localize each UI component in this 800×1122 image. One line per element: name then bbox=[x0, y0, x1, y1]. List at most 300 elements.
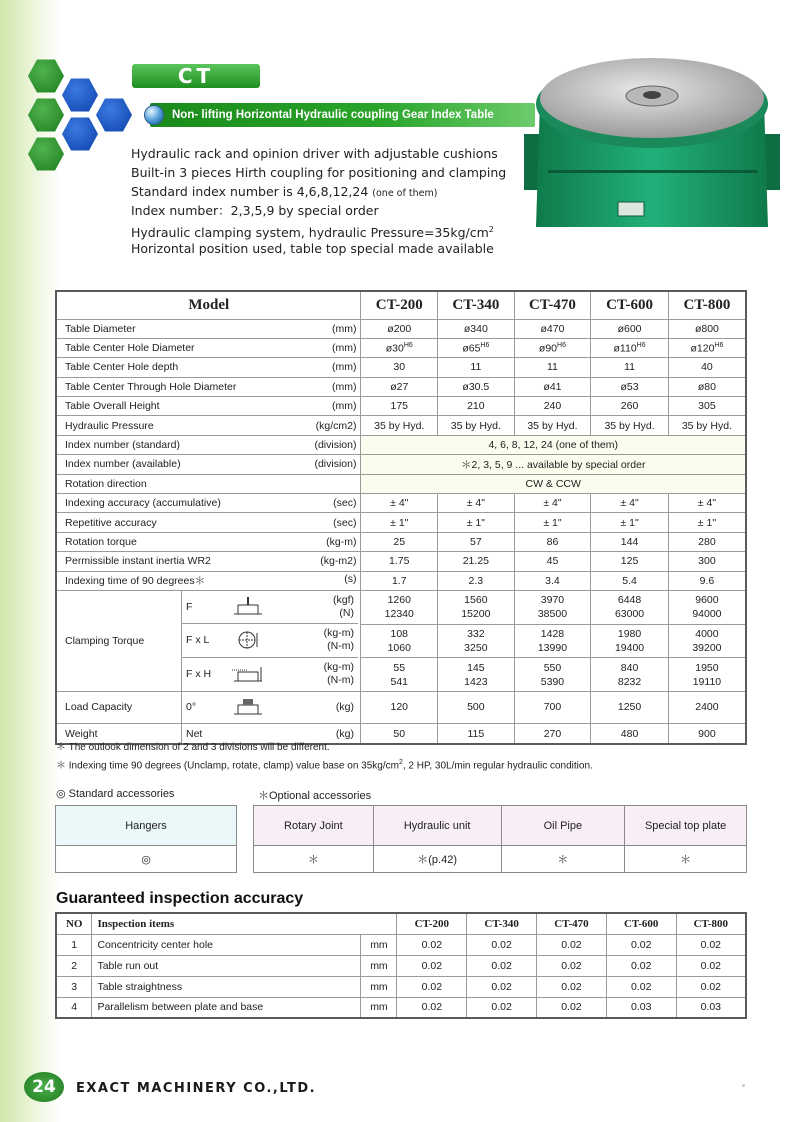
spec-value-text: 11 bbox=[470, 361, 482, 374]
clamping-value-bottom: 39200 bbox=[692, 641, 722, 654]
clamping-sub bbox=[182, 591, 358, 624]
clamping-value bbox=[591, 590, 669, 624]
spec-value bbox=[438, 338, 515, 357]
spec-value bbox=[514, 397, 591, 416]
spec-value bbox=[438, 397, 515, 416]
spec-value-text: ± 4" bbox=[390, 497, 409, 510]
spec-value bbox=[361, 338, 438, 357]
spec-value-text: ø90 bbox=[538, 342, 558, 355]
spec-label-wrap bbox=[65, 555, 356, 567]
inspection-title: Guaranteed inspection accuracy bbox=[56, 890, 304, 907]
spec-value-text: 3.4 bbox=[545, 574, 560, 587]
accessory-name: Hangers bbox=[56, 806, 237, 846]
spec-row bbox=[56, 416, 746, 435]
spec-label: Repetitive accuracy bbox=[65, 516, 157, 529]
load-grid bbox=[57, 692, 360, 723]
note-text: ＊ Indexing time 90 degrees (Unclamp, rotate, clamp) value base on 35kg/cm bbox=[56, 760, 399, 772]
load-row bbox=[56, 691, 746, 723]
clamping-units bbox=[324, 661, 354, 687]
clamping-value bbox=[668, 658, 746, 692]
inspection-value: 0.02 bbox=[676, 934, 746, 955]
spec-value-text: 305 bbox=[698, 400, 716, 413]
spec-value-text: ± 4" bbox=[466, 497, 485, 510]
spec-label-cell bbox=[56, 532, 361, 551]
note bbox=[56, 755, 593, 770]
spec-label-cell bbox=[56, 338, 361, 357]
spec-value bbox=[591, 338, 669, 357]
spec-value-text: ø340 bbox=[463, 322, 488, 335]
spec-sup: H6 bbox=[403, 341, 413, 349]
spec-value bbox=[438, 319, 515, 338]
feature-item: Built-in 3 pieces Hirth coupling for positioning and clamping bbox=[131, 165, 507, 180]
spec-unit: (sec) bbox=[333, 497, 357, 510]
inspection-value: 0.02 bbox=[397, 976, 467, 997]
spec-body bbox=[56, 319, 746, 744]
spec-label-wrap bbox=[65, 381, 356, 393]
spec-value-text: ± 4" bbox=[543, 497, 562, 510]
spec-sup: H6 bbox=[714, 341, 724, 349]
page-number: 24 bbox=[24, 1072, 64, 1102]
spec-label-wrap bbox=[65, 458, 356, 470]
clamping-value-bottom: 63000 bbox=[614, 608, 645, 621]
spec-value bbox=[514, 338, 591, 357]
feature-note: (one of them) bbox=[372, 188, 438, 199]
spec-label: Permissible instant inertia WR2 bbox=[65, 555, 211, 568]
spec-label-wrap bbox=[65, 573, 356, 588]
inspection-value: 0.02 bbox=[467, 934, 537, 955]
feature-text: Standard index number is 4,6,8,12,24 bbox=[131, 184, 369, 199]
spec-unit: (sec) bbox=[333, 516, 357, 529]
inspection-row bbox=[56, 955, 746, 976]
spec-value-text: 30 bbox=[393, 361, 406, 374]
spec-value-text: 240 bbox=[543, 400, 562, 413]
spec-value-text: 35 by Hyd. bbox=[681, 419, 733, 432]
clamping-value bbox=[438, 590, 515, 624]
clamping-value-bottom: 1423 bbox=[464, 675, 488, 688]
accessory-mark: ＊ bbox=[254, 846, 374, 873]
spec-value-text: 1.7 bbox=[391, 574, 407, 587]
inspection-value: 0.02 bbox=[537, 934, 607, 955]
spec-label: Table Center Through Hole Diameter bbox=[65, 380, 237, 393]
spec-value-text: 300 bbox=[698, 555, 716, 568]
accessory-mark: ＊ bbox=[501, 846, 625, 873]
spec-header-row bbox=[56, 291, 746, 319]
spec-label: Table Overall Height bbox=[65, 400, 160, 413]
load-value: 2400 bbox=[668, 691, 746, 723]
spec-unit: (division) bbox=[314, 458, 357, 471]
inspection-value: 0.02 bbox=[537, 997, 607, 1018]
spec-value bbox=[438, 494, 515, 513]
clamping-value-top: 332 bbox=[467, 627, 485, 640]
no-header: NO bbox=[56, 913, 92, 934]
hexagon-blue bbox=[96, 97, 132, 133]
spec-value-text: ± 4" bbox=[697, 497, 717, 510]
spec-value bbox=[591, 319, 669, 338]
spec-value bbox=[361, 532, 438, 551]
clamping-value-top: 1950 bbox=[695, 661, 719, 674]
feature-item: Hydraulic rack and opinion driver with adjustable cushions bbox=[131, 146, 498, 161]
spec-value bbox=[591, 552, 669, 571]
inspection-value: 0.02 bbox=[467, 976, 537, 997]
spec-value bbox=[514, 494, 591, 513]
weight-unit: (kg) bbox=[335, 727, 354, 740]
spec-value-text: ± 1" bbox=[620, 516, 639, 529]
spec-value bbox=[438, 552, 515, 571]
spec-value-text: 260 bbox=[620, 400, 639, 413]
spec-row bbox=[56, 513, 746, 532]
weight-value: 115 bbox=[438, 723, 515, 744]
spec-row bbox=[56, 571, 746, 590]
spec-value bbox=[591, 513, 669, 532]
spec-value bbox=[361, 552, 438, 571]
spec-value-text: 144 bbox=[620, 535, 639, 548]
spec-value bbox=[668, 552, 746, 571]
spec-value bbox=[438, 358, 515, 377]
inspection-no: 3 bbox=[56, 976, 92, 997]
inspection-row bbox=[56, 976, 746, 997]
spec-value-text: ø470 bbox=[540, 322, 565, 335]
page-title: CT bbox=[132, 64, 260, 88]
spec-merged-value: ＊2, 3, 5, 9 ... available by special order bbox=[361, 455, 746, 474]
spec-label-cell bbox=[56, 474, 361, 493]
spec-row bbox=[56, 397, 746, 416]
load-value: 120 bbox=[361, 691, 438, 723]
spec-label: Indexing time of 90 degrees＊ bbox=[65, 575, 206, 588]
inspection-unit: mm bbox=[361, 955, 397, 976]
spec-value-text: 1.75 bbox=[389, 555, 410, 568]
clamping-value bbox=[591, 658, 669, 692]
spec-value bbox=[514, 571, 591, 590]
load-diagram-icon bbox=[230, 696, 266, 718]
clamping-value-top: 840 bbox=[620, 661, 639, 674]
spec-value-text: ± 1" bbox=[390, 516, 409, 529]
clamping-value-top: 6448 bbox=[617, 594, 642, 607]
spec-label: Index number (standard) bbox=[65, 439, 180, 452]
spec-label-wrap bbox=[65, 361, 356, 373]
inspection-item: Table straightness bbox=[92, 976, 361, 997]
clamping-value-bottom: 15200 bbox=[461, 608, 491, 621]
clamping-value-bottom: 19110 bbox=[692, 675, 722, 688]
spec-label-wrap bbox=[65, 420, 356, 432]
inspection-row bbox=[56, 934, 746, 955]
clamping-value-bottom: 1060 bbox=[387, 641, 411, 654]
inspection-no: 1 bbox=[56, 934, 92, 955]
spec-row bbox=[56, 377, 746, 396]
clamping-unit: (N-m) bbox=[327, 640, 354, 653]
load-sub-name: 0° bbox=[186, 701, 197, 714]
spec-label: Table Center Hole depth bbox=[65, 361, 179, 374]
load-value: 700 bbox=[514, 691, 591, 723]
spec-label-cell bbox=[56, 397, 361, 416]
spec-label: Hydraulic Pressure bbox=[65, 419, 154, 432]
spec-value bbox=[591, 397, 669, 416]
spec-value-text: ø200 bbox=[387, 322, 412, 335]
clamping-value bbox=[438, 624, 515, 658]
accessory-mark: ◎ bbox=[56, 846, 237, 873]
spec-value bbox=[361, 319, 438, 338]
clamping-row bbox=[56, 590, 746, 624]
model-col: CT-600 bbox=[606, 913, 676, 934]
inspection-row bbox=[56, 997, 746, 1018]
clamping-units bbox=[333, 594, 354, 620]
clamping-value-top: 108 bbox=[390, 627, 409, 640]
spec-value-text: 5.4 bbox=[622, 574, 637, 587]
spec-unit: (s) bbox=[344, 573, 357, 586]
clamping-value-bottom: 5390 bbox=[540, 675, 565, 688]
spec-row bbox=[56, 494, 746, 513]
clamping-value-top: 145 bbox=[467, 661, 485, 674]
spec-value bbox=[438, 571, 515, 590]
superscript: 2 bbox=[398, 759, 403, 766]
accessory-mark: ＊(p.42) bbox=[373, 846, 501, 873]
spec-value-text: 35 by Hyd. bbox=[604, 419, 655, 432]
clamping-unit: (kgf) bbox=[333, 594, 354, 607]
inspection-value: 0.02 bbox=[397, 955, 467, 976]
clamping-units bbox=[324, 627, 354, 653]
spec-value-text: 175 bbox=[390, 400, 409, 413]
spec-label: Table Diameter bbox=[65, 322, 136, 335]
feature-text: Hydraulic clamping system, hydraulic Pressure=35kg/cm bbox=[131, 225, 489, 241]
clamping-value-bottom: 19400 bbox=[614, 641, 645, 654]
spec-label-cell bbox=[56, 494, 361, 513]
spec-value-text: ± 1" bbox=[697, 516, 717, 529]
clamping-unit: (N-m) bbox=[327, 674, 354, 687]
accessory-name: Special top plate bbox=[625, 806, 747, 846]
spec-value bbox=[514, 513, 591, 532]
spec-row bbox=[56, 358, 746, 377]
clamping-value bbox=[514, 658, 591, 692]
inspection-item: Parallelism between plate and base bbox=[92, 997, 361, 1018]
spec-value-text: ø600 bbox=[617, 322, 642, 335]
spec-label-wrap bbox=[65, 323, 356, 335]
spec-unit: (mm) bbox=[331, 342, 357, 355]
spec-value-text: 86 bbox=[546, 535, 559, 548]
inspection-value: 0.02 bbox=[397, 997, 467, 1018]
spec-value-text: 35 by Hyd. bbox=[374, 419, 425, 432]
spec-value bbox=[438, 416, 515, 435]
page-subtitle: Non- lifting Horizontal Hydraulic coupling Gear Index Table bbox=[150, 103, 535, 127]
clamping-value bbox=[514, 624, 591, 658]
weight-value: 900 bbox=[668, 723, 746, 744]
spec-label: Indexing accuracy (accumulative) bbox=[65, 497, 221, 510]
spec-value-text: 35 by Hyd. bbox=[527, 419, 578, 432]
spec-value-text: ± 4" bbox=[620, 497, 639, 510]
spec-value bbox=[668, 397, 746, 416]
inspection-value: 0.02 bbox=[537, 976, 607, 997]
spec-value-text: 25 bbox=[393, 535, 406, 548]
model-col: CT-200 bbox=[361, 291, 438, 319]
load-label-cell bbox=[56, 691, 361, 723]
globe-icon bbox=[144, 105, 164, 125]
spec-value bbox=[514, 319, 591, 338]
spec-value-text: 35 by Hyd. bbox=[450, 419, 501, 432]
clamping-grid bbox=[57, 591, 360, 691]
spec-value bbox=[361, 377, 438, 396]
spec-value-text: 45 bbox=[546, 555, 559, 568]
spec-value bbox=[668, 513, 746, 532]
spec-row bbox=[56, 455, 746, 474]
inspection-body bbox=[56, 934, 746, 1018]
clamping-value-top: 1980 bbox=[617, 627, 642, 640]
spec-value-text: 57 bbox=[470, 535, 482, 548]
clamping-value-top: 4000 bbox=[695, 627, 719, 640]
moment-diagram-icon bbox=[230, 629, 266, 651]
clamping-value-top: 3970 bbox=[540, 594, 565, 607]
spec-row bbox=[56, 338, 746, 357]
clamping-value-top: 550 bbox=[543, 661, 562, 674]
inspection-value: 0.03 bbox=[606, 997, 676, 1018]
inspection-value: 0.02 bbox=[537, 955, 607, 976]
clamping-value-bottom: 94000 bbox=[692, 608, 722, 621]
note-text: , 2 HP, 30L/min regular hydraulic condition. bbox=[402, 760, 593, 772]
spec-value bbox=[668, 416, 746, 435]
spec-sup: H6 bbox=[557, 341, 566, 349]
index-table-image bbox=[518, 52, 786, 250]
spec-value bbox=[668, 532, 746, 551]
spec-value bbox=[514, 377, 591, 396]
spec-value bbox=[591, 571, 669, 590]
clamping-value bbox=[514, 590, 591, 624]
note: ＊ The outlook dimension of 2 and 3 divisions will be different. bbox=[56, 742, 330, 753]
spec-value bbox=[438, 377, 515, 396]
inspection-unit: mm bbox=[361, 976, 397, 997]
clamping-value-bottom: 13990 bbox=[537, 641, 568, 654]
clamping-value bbox=[591, 624, 669, 658]
clamping-cell bbox=[56, 590, 361, 691]
spec-value bbox=[514, 532, 591, 551]
spec-label: Table Center Hole Diameter bbox=[65, 342, 195, 355]
clamping-value-top: 1428 bbox=[540, 627, 565, 640]
spec-value-text: ø120 bbox=[690, 342, 715, 355]
accessory-name: Rotary Joint bbox=[254, 806, 374, 846]
clamping-unit: (kg-m) bbox=[323, 627, 354, 640]
spec-sup: H6 bbox=[636, 341, 646, 349]
clamping-value bbox=[438, 658, 515, 692]
model-col: CT-470 bbox=[537, 913, 607, 934]
spec-label: Rotation direction bbox=[65, 477, 147, 490]
model-col: CT-600 bbox=[591, 291, 669, 319]
clamping-value bbox=[668, 590, 746, 624]
spec-value bbox=[514, 552, 591, 571]
spec-row bbox=[56, 474, 746, 493]
clamping-value bbox=[361, 624, 438, 658]
spec-label-cell bbox=[56, 416, 361, 435]
spec-value-text: 2.3 bbox=[468, 574, 484, 587]
spec-value bbox=[361, 397, 438, 416]
clamping-label: Clamping Torque bbox=[57, 591, 182, 691]
feature-item bbox=[131, 220, 506, 239]
clamping-value bbox=[668, 624, 746, 658]
inspection-unit: mm bbox=[361, 997, 397, 1018]
model-col: CT-340 bbox=[467, 913, 537, 934]
hexagon-blue bbox=[62, 77, 98, 113]
load-unit: (kg) bbox=[335, 701, 354, 714]
clamping-value-top: 55 bbox=[393, 661, 406, 674]
spec-value bbox=[668, 377, 746, 396]
weight-label: Weight bbox=[57, 724, 182, 744]
spec-label-cell bbox=[56, 358, 361, 377]
spec-row bbox=[56, 319, 746, 338]
spec-value bbox=[591, 532, 669, 551]
spec-label-wrap bbox=[65, 536, 356, 548]
inspection-value: 0.02 bbox=[606, 934, 676, 955]
spec-value-text: 40 bbox=[701, 361, 713, 374]
inspection-value: 0.03 bbox=[676, 997, 746, 1018]
spec-label-wrap bbox=[65, 497, 356, 509]
spec-label-wrap bbox=[65, 439, 356, 451]
inspection-item: Concentricity center hole bbox=[92, 934, 361, 955]
spec-value bbox=[361, 494, 438, 513]
spec-unit: (mm) bbox=[331, 400, 357, 413]
model-col: CT-800 bbox=[676, 913, 746, 934]
spec-value bbox=[361, 571, 438, 590]
clamping-sub-name: F x L bbox=[186, 634, 210, 647]
inspection-value: 0.02 bbox=[606, 976, 676, 997]
inspection-no: 4 bbox=[56, 997, 92, 1018]
inspection-value: 0.02 bbox=[467, 997, 537, 1018]
spec-value-text: 280 bbox=[698, 535, 716, 548]
spec-unit: (mm) bbox=[331, 361, 357, 374]
clamping-sub-name: F x H bbox=[186, 668, 212, 681]
spec-row bbox=[56, 435, 746, 454]
spec-value-text: 210 bbox=[467, 400, 485, 413]
inspection-value: 0.02 bbox=[676, 955, 746, 976]
spec-value-text: ± 1" bbox=[543, 516, 562, 529]
spec-label-cell bbox=[56, 513, 361, 532]
superscript: 2 bbox=[488, 225, 494, 234]
spec-value-text: ø800 bbox=[694, 322, 719, 335]
weight-value: 50 bbox=[361, 723, 438, 744]
spec-value bbox=[438, 513, 515, 532]
inspection-value: 0.02 bbox=[467, 955, 537, 976]
spec-label-cell bbox=[56, 571, 361, 590]
model-header: Model bbox=[56, 291, 361, 319]
spec-merged-value: 4, 6, 8, 12, 24 (one of them) bbox=[361, 435, 746, 454]
feature-item: Horizontal position used, table top special made available bbox=[131, 241, 494, 256]
inspection-value: 0.02 bbox=[606, 955, 676, 976]
spec-value bbox=[361, 358, 438, 377]
spec-value bbox=[668, 338, 746, 357]
spec-unit: (kg-m2) bbox=[320, 555, 357, 568]
spec-value-text: 11 bbox=[624, 361, 635, 374]
clamping-sub bbox=[182, 624, 358, 657]
feature-item: Index number：2,3,5,9 by special order bbox=[131, 203, 379, 218]
spec-value-text: 21.25 bbox=[462, 555, 489, 568]
clamping-unit: (kg-m) bbox=[323, 661, 354, 674]
clamping-value-top: 1260 bbox=[387, 594, 411, 607]
items-header: Inspection items bbox=[92, 913, 397, 934]
spec-sup: H6 bbox=[480, 341, 490, 349]
spec-value bbox=[591, 377, 669, 396]
load-value: 1250 bbox=[591, 691, 669, 723]
spec-label-wrap bbox=[65, 342, 356, 354]
spec-value bbox=[591, 494, 669, 513]
spec-value bbox=[591, 358, 669, 377]
model-col: CT-800 bbox=[668, 291, 746, 319]
spec-value-text: ø41 bbox=[543, 380, 562, 393]
weight-value: 480 bbox=[591, 723, 669, 744]
clamping-value bbox=[361, 590, 438, 624]
spec-value-text: ø30.5 bbox=[462, 380, 490, 393]
spec-row bbox=[56, 552, 746, 571]
inspection-value: 0.02 bbox=[676, 976, 746, 997]
company-name: EXACT MACHINERY CO.,LTD. bbox=[76, 1081, 317, 1096]
spec-value-text: ± 1" bbox=[466, 516, 485, 529]
inspection-header-row bbox=[56, 913, 746, 934]
spec-value bbox=[591, 416, 669, 435]
spec-value-text: 11 bbox=[547, 361, 558, 374]
clamping-value-bottom: 541 bbox=[390, 675, 409, 688]
